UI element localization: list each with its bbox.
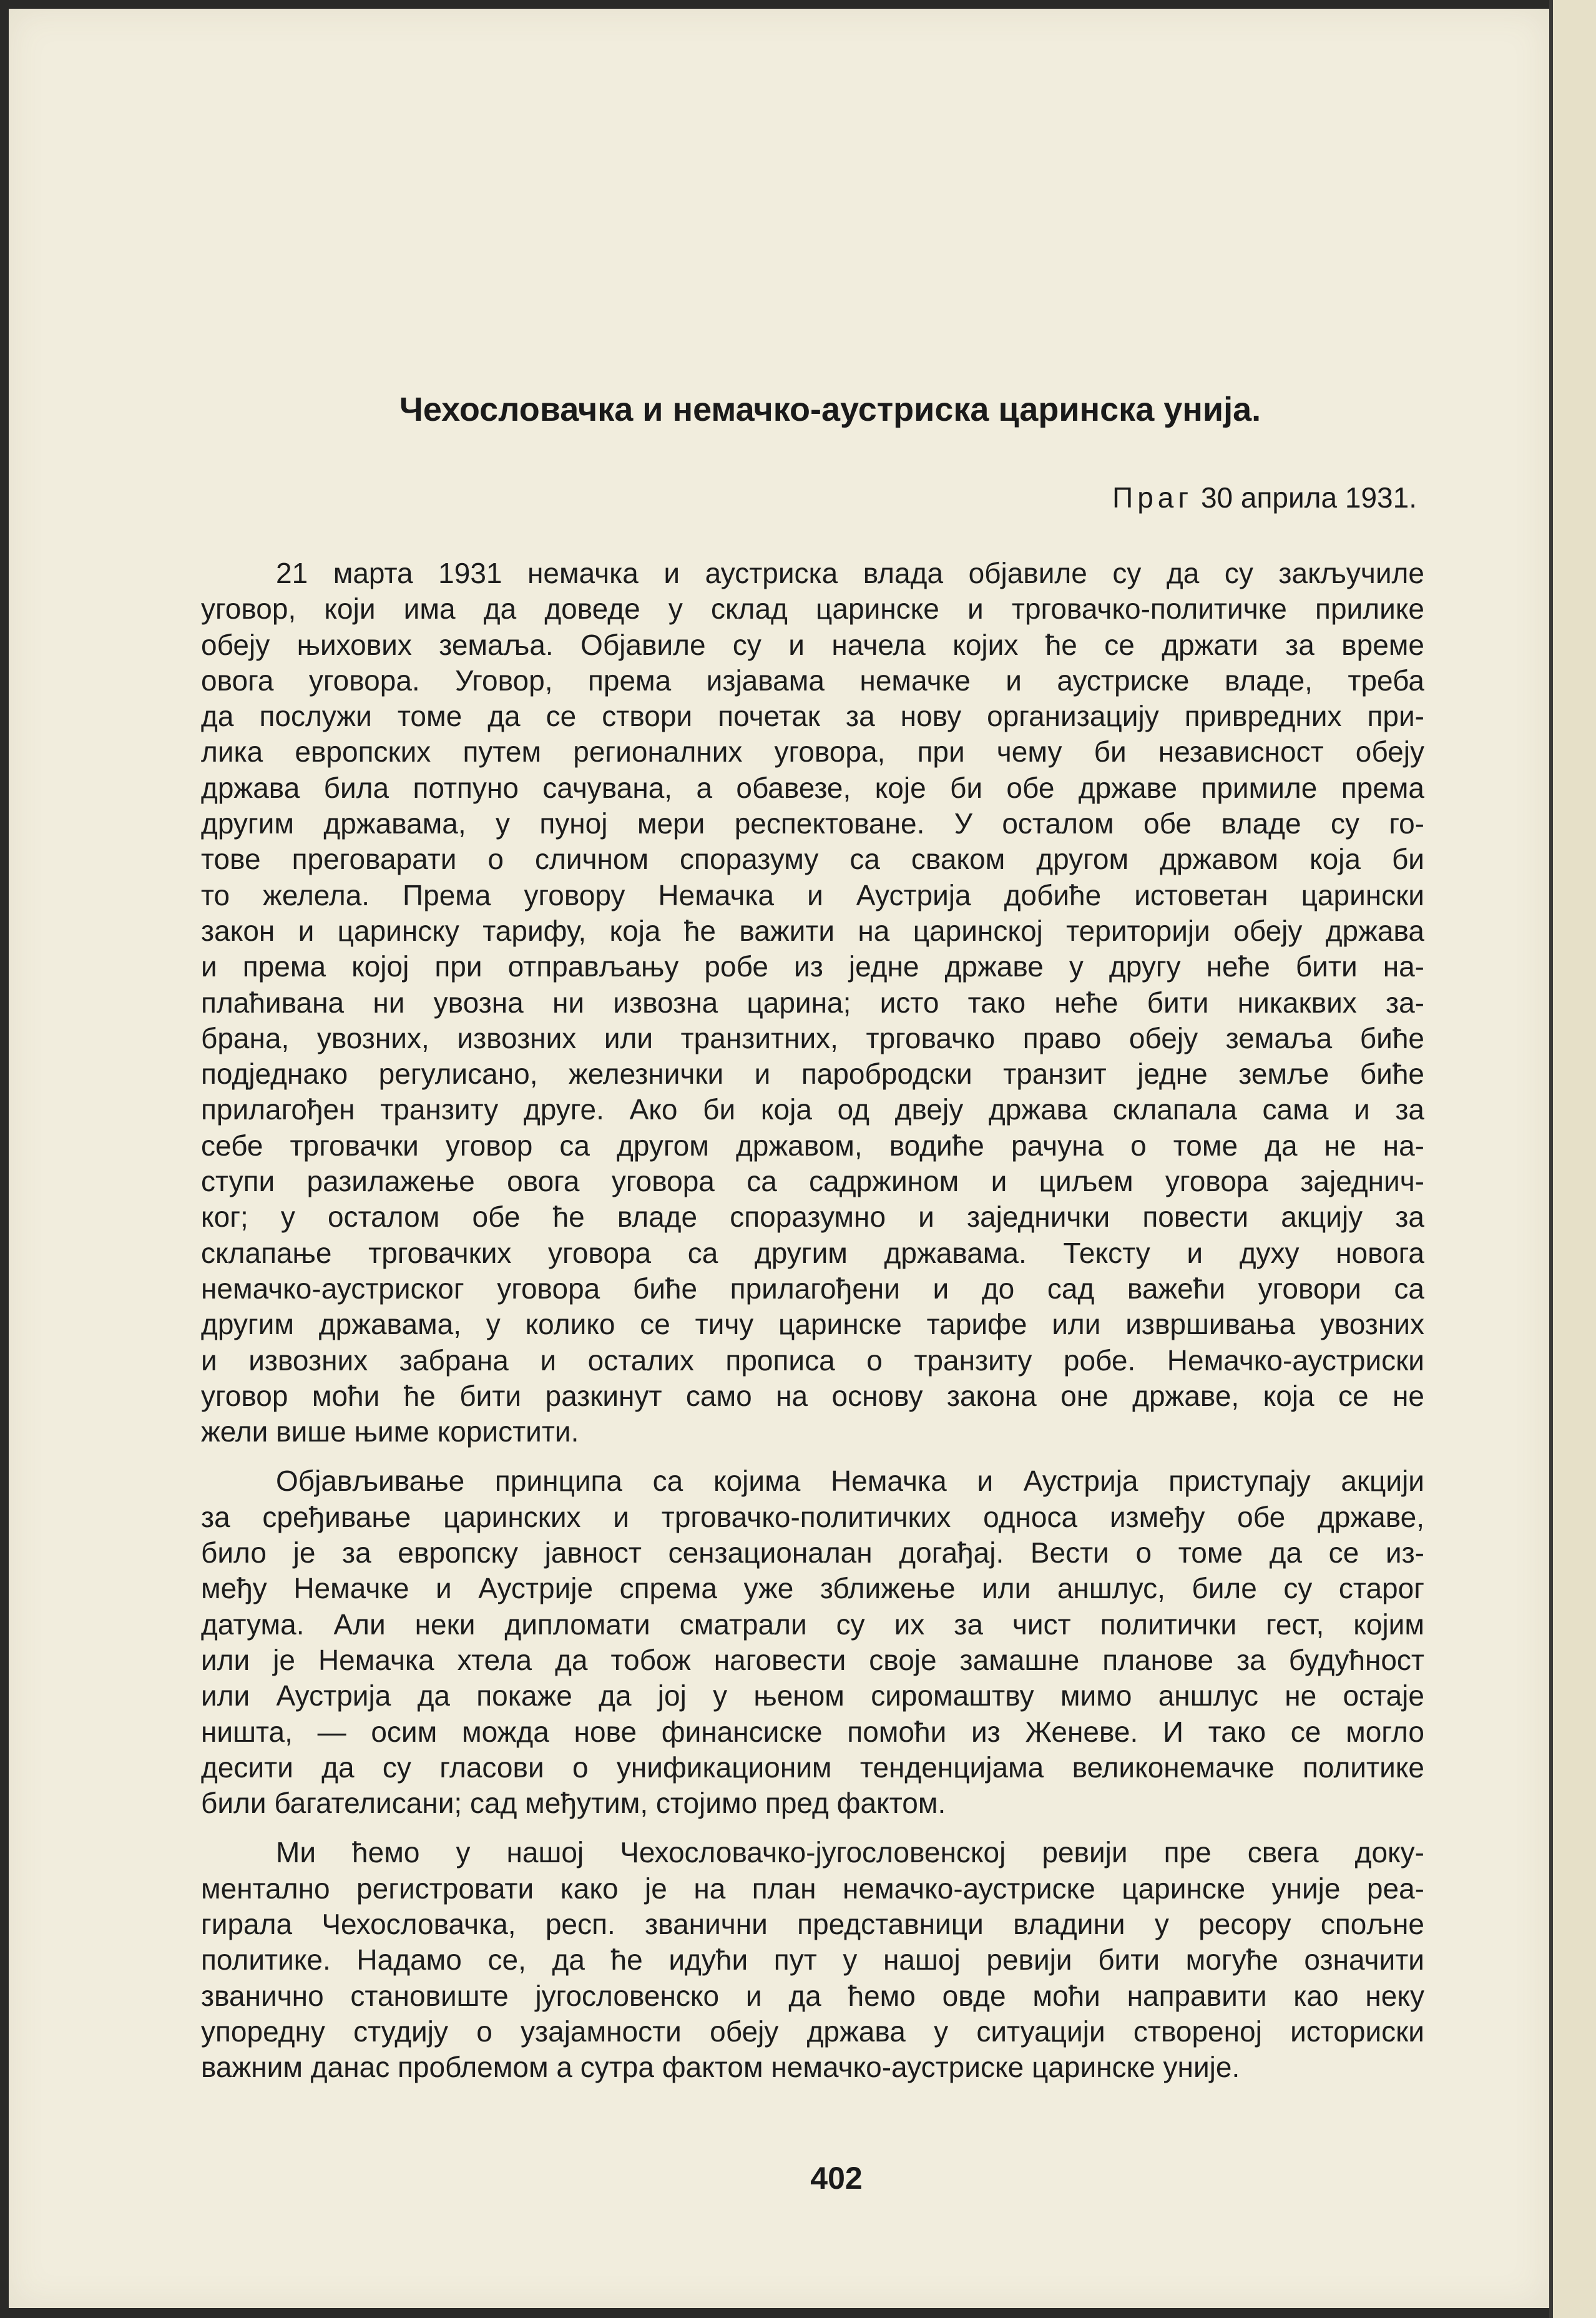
text-line: ништа, — осим можда нове финансиске помоћи из Женеве. И тако се могло <box>201 1715 1424 1748</box>
text-line: овога уговора. Уговор, према изјавама немачке и аустриске владе, треба <box>201 664 1424 697</box>
text-line: и према којој при отправљању робе из једне државе у другу неће бити на- <box>201 950 1424 983</box>
text-line: закон и царинску тарифу, која ће важити на царинској територији обеју држава <box>201 914 1424 947</box>
text-line: било је за европску јавност сензационалан догађај. Вести о томе да се из- <box>201 1536 1424 1569</box>
article-body <box>201 556 1424 2085</box>
text-line: другим државама, у пуној мери респектоване. У осталом обе владе су го- <box>201 807 1424 840</box>
text-line: Објављивање принципа са којима Немачка и Аустрија приступају акцији <box>276 1465 1424 1498</box>
text-line: гирала Чехословачка, респ. званични представници владини у ресору спољне <box>201 1907 1424 1940</box>
text-line: 21 марта 1931 немачка и аустриска влада објавиле су да су закључиле <box>276 557 1424 589</box>
text-line: или је Немачка хтела да тобож наговести своје замашне планове за будућност <box>201 1643 1424 1676</box>
text-line: политике. Надамо се, да ће идући пут у нашој ревији бити могуће означити <box>201 1943 1424 1977</box>
text-line: датума. Али неки дипломати сматрали су их за чист политички гест, којим <box>201 1608 1424 1641</box>
adjacent-page-edge <box>1549 0 1596 2318</box>
text-line: то желела. Према уговору Немачка и Аустрија добиће истоветан царински <box>201 878 1424 911</box>
text-line: Ми ћемо у нашој Чехословачко-југословенској ревији пре свега доку- <box>276 1836 1424 1869</box>
text-line: уговор моћи ће бити разкинут само на основу закона оне државе, која се не <box>201 1379 1424 1412</box>
text-line: тове преговарати о сличном споразуму са сваком другом државом која би <box>201 843 1424 876</box>
text-line: прилагођен транзиту друге. Ако би која од двеју држава склапала сама и за <box>201 1093 1424 1126</box>
text-line: држава била потпуно сачувана, а обавезе, које би обе државе примиле према <box>201 771 1424 804</box>
page-number: 402 <box>810 2161 863 2196</box>
text-line: лика европских путем регионалних уговора, при чему би независност обеју <box>201 735 1424 769</box>
article-title: Чехословачка и немачко-аустриска царинска унија. <box>399 391 1261 428</box>
text-line: међу Немачке и Аустрије спрема уже зближење или аншлус, биле су старог <box>201 1572 1424 1605</box>
text-line: плаћивана ни увозна ни извозна царина; исто тако неће бити никаквих за- <box>201 986 1424 1019</box>
text-line: ступи разилажење овога уговора са садржином и циљем уговора заједнич- <box>201 1165 1424 1198</box>
text-line: брана, увозних, извозних или транзитних, трговачко право обеју земаља биће <box>201 1021 1424 1054</box>
paragraph-1 <box>201 556 1424 1450</box>
text-line: за сређивање царинских и трговачко-политичких односа између обе државе, <box>201 1500 1424 1533</box>
dateline-date: 30 априла 1931. <box>1200 481 1417 514</box>
text-line: уговор, који има да доведе у склад царинске и трговачко-политичке прилике <box>201 592 1424 626</box>
text-line: важним данас проблемом а сутра фактом немачко-аустриске царинске уније. <box>201 2051 1240 2084</box>
paragraph-2 <box>201 1463 1424 1821</box>
text-line: обеју њихових земаља. Објавиле су и начела којих ће се држати за време <box>201 628 1424 661</box>
text-line: и извозних забрана и осталих прописа о транзиту робе. Немачко-аустриски <box>201 1343 1424 1377</box>
paragraph-3 <box>201 1835 1424 2085</box>
text-line: немачко-аустриског уговора биће прилагођени и до сад важећи уговори са <box>201 1272 1424 1305</box>
dateline-place: Праг <box>1112 481 1193 514</box>
text-line: или Аустрија да покаже да јој у њеном сиромаштву мимо аншлус не остаје <box>201 1679 1424 1712</box>
text-line: себе трговачки уговор са другом државом, водиће рачуна о томе да не на- <box>201 1129 1424 1162</box>
text-line: жели више њиме користити. <box>201 1415 579 1448</box>
text-line: званично становиште југословенско и да ћемо овде моћи направити као неку <box>201 1979 1424 2012</box>
text-line: подједнако регулисано, железнички и паробродски транзит једне земље биће <box>201 1058 1424 1091</box>
text-line: другим државама, у колико се тичу царинске тарифе или извршивања увозних <box>201 1308 1424 1341</box>
text-line: да послужи томе да се створи почетак за нову организацију привредних при- <box>201 700 1424 733</box>
text-line: упоредну студију о узајамности обеју држава у ситуацији створеној историски <box>201 2015 1424 2048</box>
text-line: ког; у осталом обе ће владе споразумно и заједнички повести акцију за <box>201 1201 1424 1234</box>
text-line: склапање трговачких уговора са другим државама. Тексту и духу новога <box>201 1236 1424 1269</box>
text-line: били багателисани; сад међутим, стојимо пред фактом. <box>201 1787 946 1820</box>
dateline <box>974 481 1417 514</box>
text-line: ментално регистровати како је на план немачко-аустриске царинске уније реа- <box>201 1872 1424 1905</box>
text-line: десити да су гласови о унификационим тенденцијама великонемачке политике <box>201 1751 1424 1784</box>
